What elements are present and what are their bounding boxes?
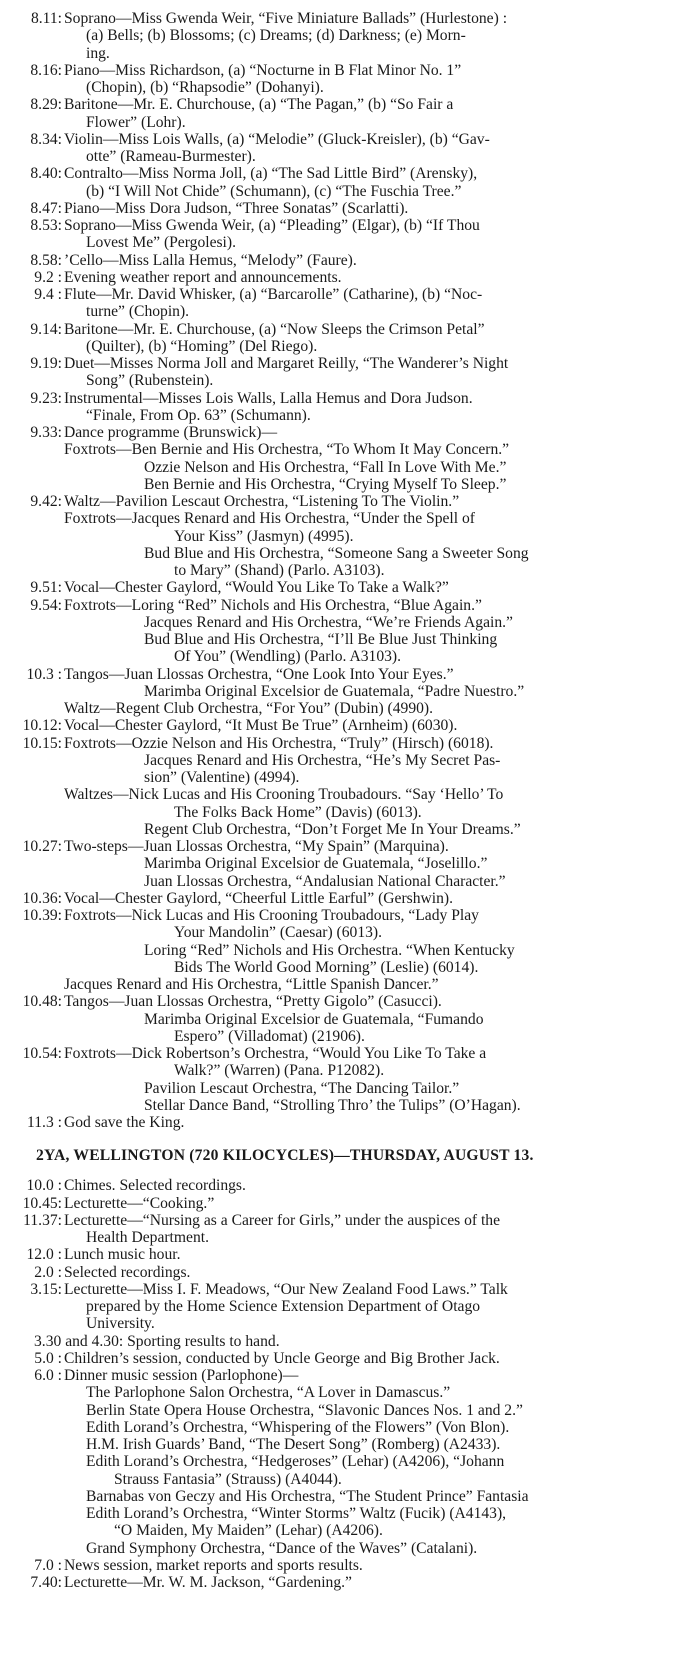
programme-line (0, 1195, 700, 1212)
programme-text: Soprano—Miss Gwenda Weir, “Five Miniature Ballads” (Hurlestone) : (64, 10, 508, 27)
programme-text: Barnabas von Geczy and His Orchestra, “The Student Prince” Fantasia (86, 1487, 529, 1505)
programme-text: Lecturette—“Cooking.” (64, 1194, 215, 1212)
programme-time: 11.37: (23, 1211, 62, 1229)
programme-text: Flower” (Lohr). (86, 113, 186, 131)
programme-line (0, 407, 700, 424)
programme-line (0, 1384, 700, 1401)
programme-text: Foxtrots—Ozzie Nelson and His Orchestra, “Truly” (Hirsch) (6018). (64, 734, 494, 752)
programme-line (0, 1488, 700, 1505)
programme-text: turne” (Chopin). (86, 303, 190, 321)
programme-time: 8.16: (30, 61, 62, 79)
programme-line (0, 1298, 700, 1315)
programme-text: The Folks Back Home” (Davis) (6013). (174, 803, 422, 821)
programme-text: Edith Lorand’s Orchestra, “Hedgeroses” (Lehar) (A4206), “Johann (86, 1453, 505, 1471)
programme-text: Waltz—Pavilion Lescaut Orchestra, “Listening To The Violin.” (64, 493, 460, 510)
programme-time: 8.11: (30, 10, 62, 27)
programme-line (0, 476, 700, 493)
programme-text: Berlin State Opera House Orchestra, “Slavonic Dances Nos. 1 and 2.” (86, 1401, 523, 1419)
programme-text: Of You” (Wendling) (Parlo. A3103). (174, 648, 401, 666)
programme-text: Jacques Renard and His Orchestra, “He’s My Secret Pas- (144, 751, 501, 769)
programme-text: Tangos—Juan Llossas Orchestra, “One Look Into Your Eyes.” (64, 665, 454, 683)
programme-line (0, 165, 700, 182)
programme-text: Selected recordings. (64, 1263, 191, 1281)
programme-time: 9.51: (30, 579, 62, 597)
programme-text: Contralto—Miss Norma Joll, (a) “The Sad Little Bird” (Arensky), (64, 165, 478, 183)
programme-line (0, 855, 700, 872)
programme-text: (a) Bells; (b) Blossoms; (c) Dreams; (d) Darkness; (e) Morn- (86, 27, 466, 45)
programme-line (0, 200, 700, 217)
programme-line (0, 1557, 700, 1574)
programme-text: Vocal—Chester Gaylord, “It Must Be True” (Arnheim) (6030). (64, 717, 458, 735)
programme-text: Tangos—Juan Llossas Orchestra, “Pretty Gigolo” (Casucci). (64, 993, 442, 1011)
programme-text: Health Department. (86, 1229, 209, 1246)
programme-line (0, 1177, 700, 1194)
programme-text: to Mary” (Shand) (Parlo. A3103). (174, 562, 385, 579)
programme-text: Ben Bernie and His Orchestra, “Crying Myself To Sleep.” (144, 475, 507, 493)
programme-line (0, 114, 700, 131)
programme-line (0, 217, 700, 234)
programme-line (0, 804, 700, 821)
programme-line (0, 1246, 700, 1263)
programme-text: “Finale, From Op. 63” (Schumann). (86, 406, 311, 424)
programme-line (0, 1574, 700, 1591)
programme-text: Lovest Me” (Pergolesi). (86, 234, 236, 252)
programme-line (0, 45, 700, 62)
programme-line (0, 1229, 700, 1246)
programme-text: Vocal—Chester Gaylord, “Cheerful Little Earful” (Gershwin). (64, 889, 453, 907)
programme-text: The Parlophone Salon Orchestra, “A Lover in Damascus.” (86, 1384, 451, 1402)
programme-text: Your Kiss” (Jasmyn) (4995). (174, 527, 354, 545)
programme-line (0, 441, 700, 458)
programme-time: 6.0 : (34, 1367, 62, 1384)
programme-line (0, 1367, 700, 1384)
programme-line (0, 183, 700, 200)
programme-text: Bud Blue and His Orchestra, “Someone Sang a Sweeter Song (144, 544, 529, 562)
programme-line (0, 269, 700, 286)
programme-line (0, 355, 700, 372)
programme-text: (Chopin), (b) “Rhapsodie” (Dohanyi). (86, 79, 324, 96)
programme-text: sion” (Valentine) (4994). (144, 769, 300, 786)
programme-text: Piano—Miss Dora Judson, “Three Sonatas” (Scarlatti). (64, 199, 409, 217)
programme-text: Bids The World Good Morning” (Leslie) (6014). (174, 958, 479, 976)
programme-time: 7.0 : (34, 1556, 62, 1574)
programme-time: 9.42: (30, 493, 62, 510)
programme-text: Chimes. Selected recordings. (64, 1177, 246, 1195)
programme-line (0, 1281, 700, 1298)
programme-text: ’Cello—Miss Lalla Hemus, “Melody” (Faure). (64, 251, 357, 269)
programme-time: 9.23: (30, 389, 62, 407)
programme-text: Instrumental—Misses Lois Walls, Lalla Hemus and Dora Judson. (64, 389, 473, 407)
programme-line (0, 579, 700, 596)
programme-text: Espero” (Villadomat) (21906). (174, 1027, 365, 1045)
programme-line (0, 528, 700, 545)
programme-line (0, 1028, 700, 1045)
programme-text: Marimba Original Excelsior de Guatemala, “Padre Nuestro.” (144, 682, 525, 700)
programme-text: Foxtrots—Nick Lucas and His Crooning Troubadours, “Lady Play (64, 907, 479, 924)
programme-time: 7.40: (30, 1574, 62, 1591)
programme-text: Strauss Fantasia” (Strauss) (A4044). (114, 1470, 342, 1488)
programme-line (0, 1114, 700, 1131)
programme-line (0, 1045, 700, 1062)
programme-time: 10.3 : (26, 665, 62, 683)
programme-line (0, 286, 700, 303)
programme-time: 10.36: (22, 889, 62, 907)
programme-text: Jacques Renard and His Orchestra, “We’re Friends Again.” (144, 613, 513, 631)
programme-line (0, 1419, 700, 1436)
programme-line (0, 959, 700, 976)
programme-text: 3.30 and 4.30: Sporting results to hand. (34, 1332, 280, 1350)
programme-line (0, 769, 700, 786)
programme-text: Lecturette—“Nursing as a Career for Girls,” under the auspices of the (64, 1211, 501, 1229)
programme-line (0, 873, 700, 890)
programme-line (0, 510, 700, 527)
programme-line (0, 1062, 700, 1079)
programme-text: Loring “Red” Nichols and His Orchestra. “When Kentucky (144, 941, 515, 959)
programme-time: 10.12: (22, 717, 62, 735)
programme-line (0, 614, 700, 631)
programme-text: Baritone—Mr. E. Churchouse, (a) “Now Sleeps the Crimson Petal” (64, 320, 485, 338)
programme-line (0, 131, 700, 148)
programme-line (0, 1333, 700, 1350)
programme-time: 8.47: (30, 199, 62, 217)
programme-line (0, 148, 700, 165)
programme-text: Marimba Original Excelsior de Guatemala, “Fumando (144, 1010, 484, 1028)
programme-line (0, 1453, 700, 1470)
programme-text: Flute—Mr. David Whisker, (a) “Barcarolle” (Catharine), (b) “Noc- (64, 286, 483, 303)
programme-section-2 (0, 1177, 700, 1591)
programme-text: News session, market reports and sports results. (64, 1556, 363, 1574)
programme-time: 10.39: (22, 907, 62, 924)
programme-line (0, 459, 700, 476)
programme-text: Edith Lorand’s Orchestra, “Whispering of the Flowers” (Von Blon). (86, 1418, 510, 1436)
programme-line (0, 321, 700, 338)
programme-line (0, 1315, 700, 1332)
programme-text: Grand Symphony Orchestra, “Dance of the Waves” (Catalani). (86, 1539, 478, 1557)
programme-text: Pavilion Lescaut Orchestra, “The Dancing Tailor.” (144, 1079, 460, 1097)
programme-time: 10.54: (22, 1045, 62, 1062)
programme-text: “O Maiden, My Maiden” (Lehar) (A4206). (114, 1522, 383, 1540)
programme-line (0, 1080, 700, 1097)
programme-time: 8.34: (30, 130, 62, 148)
programme-line (0, 907, 700, 924)
programme-time: 8.29: (30, 96, 62, 114)
programme-line (0, 10, 700, 27)
programme-text: Juan Llossas Orchestra, “Andalusian National Character.” (144, 872, 506, 890)
programme-text: Lunch music hour. (64, 1246, 181, 1264)
programme-line (0, 1011, 700, 1028)
programme-text: Waltzes—Nick Lucas and His Crooning Troubadours. “Say ‘Hello’ To (64, 786, 504, 804)
programme-text: Two-steps—Juan Llossas Orchestra, “My Spain” (Marquina). (64, 838, 449, 855)
programme-text: God save the King. (64, 1114, 185, 1131)
programme-line (0, 234, 700, 251)
programme-time: 8.40: (30, 165, 62, 183)
programme-text: University. (86, 1315, 155, 1333)
programme-line (0, 424, 700, 441)
programme-line (0, 303, 700, 320)
programme-line (0, 1264, 700, 1281)
programme-time: 9.4 : (34, 286, 62, 303)
programme-line (0, 96, 700, 113)
programme-text: (Quilter), (b) “Homing” (Del Riego). (86, 337, 318, 355)
programme-line (0, 924, 700, 941)
programme-line (0, 1212, 700, 1229)
programme-line (0, 390, 700, 407)
programme-text: Walk?” (Warren) (Pana. P12082). (174, 1062, 385, 1080)
programme-line (0, 252, 700, 269)
programme-text: otte” (Rameau-Burmester). (86, 148, 256, 165)
programme-text: Foxtrots—Loring “Red” Nichols and His Orchestra, “Blue Again.” (64, 596, 482, 614)
programme-text: Song” (Rubenstein). (86, 372, 214, 390)
programme-line (0, 683, 700, 700)
programme-time: 9.14: (30, 320, 62, 338)
programme-text: Ozzie Nelson and His Orchestra, “Fall In Love With Me.” (144, 458, 507, 476)
programme-text: Dance programme (Brunswick)— (64, 424, 278, 441)
programme-line (0, 1505, 700, 1522)
programme-line (0, 562, 700, 579)
programme-line (0, 666, 700, 683)
programme-text: ing. (86, 44, 110, 62)
programme-line (0, 597, 700, 614)
programme-text: Stellar Dance Band, “Strolling Thro’ the Tulips” (O’Hagan). (144, 1096, 521, 1114)
station-heading: 2YA, WELLINGTON (720 KILOCYCLES)—THURSDAY, AUGUST 13. (36, 1147, 534, 1165)
programme-text: Edith Lorand’s Orchestra, “Winter Storms” Waltz (Fucik) (A4143), (86, 1505, 507, 1522)
programme-line (0, 648, 700, 665)
programme-line (0, 631, 700, 648)
programme-line (0, 821, 700, 838)
programme-line (0, 1350, 700, 1367)
programme-line (0, 1471, 700, 1488)
programme-time: 10.15: (22, 734, 62, 752)
programme-line (0, 372, 700, 389)
programme-time: 3.15: (30, 1280, 62, 1298)
programme-text: Soprano—Miss Gwenda Weir, (a) “Pleading” (Elgar), (b) “If Thou (64, 217, 480, 234)
programme-line (0, 1540, 700, 1557)
programme-text: Evening weather report and announcements. (64, 268, 342, 286)
programme-time: 8.53: (30, 217, 62, 234)
programme-line (0, 1522, 700, 1539)
programme-line (0, 1436, 700, 1453)
programme-text: prepared by the Home Science Extension Department of Otago (86, 1298, 481, 1315)
programme-text: Duet—Misses Norma Joll and Margaret Reilly, “The Wanderer’s Night (64, 355, 509, 372)
programme-line (0, 700, 700, 717)
programme-text: Baritone—Mr. E. Churchouse, (a) “The Pagan,” (b) “So Fair a (64, 96, 454, 114)
programme-line (0, 976, 700, 993)
programme-line (0, 1402, 700, 1419)
programme-text: Marimba Original Excelsior de Guatemala, “Joselillo.” (144, 855, 488, 873)
programme-line (0, 890, 700, 907)
programme-time: 10.48: (22, 993, 62, 1011)
programme-text: Piano—Miss Richardson, (a) “Nocturne in B Flat Minor No. 1” (64, 61, 462, 79)
programme-line (0, 838, 700, 855)
programme-line (0, 338, 700, 355)
programme-text: Vocal—Chester Gaylord, “Would You Like To Take a Walk?” (64, 579, 449, 597)
programme-time: 10.0 : (26, 1177, 62, 1195)
programme-line (0, 545, 700, 562)
programme-text: Foxtrots—Ben Bernie and His Orchestra, “To Whom It May Concern.” (64, 441, 510, 459)
programme-line (0, 79, 700, 96)
programme-time: 11.3 : (27, 1114, 62, 1131)
programme-text: Foxtrots—Jacques Renard and His Orchestra, “Under the Spell of (64, 510, 475, 528)
programme-text: Violin—Miss Lois Walls, (a) “Melodie” (Gluck-Kreisler), (b) “Gav- (64, 130, 490, 148)
programme-time: 9.54: (30, 596, 62, 614)
programme-line (0, 942, 700, 959)
programme-line (0, 735, 700, 752)
programme-text: Children’s session, conducted by Uncle George and Big Brother Jack. (64, 1349, 500, 1367)
programme-text: Waltz—Regent Club Orchestra, “For You” (Dubin) (4990). (64, 700, 434, 717)
programme-time: 9.2 : (34, 268, 62, 286)
programme-time: 8.58: (30, 251, 62, 269)
programme-line (0, 993, 700, 1010)
programme-line (0, 786, 700, 803)
programme-line (0, 717, 700, 734)
programme-line (0, 752, 700, 769)
programme-time: 10.27: (22, 838, 62, 855)
programme-text: Your Mandolin” (Caesar) (6013). (174, 924, 383, 942)
programme-text: Foxtrots—Dick Robertson’s Orchestra, “Would You Like To Take a (64, 1045, 487, 1062)
programme-text: Regent Club Orchestra, “Don’t Forget Me In Your Dreams.” (144, 820, 521, 838)
programme-time: 12.0 : (26, 1246, 62, 1264)
programme-text: H.M. Irish Guards’ Band, “The Desert Song” (Romberg) (A2433). (86, 1436, 501, 1453)
programme-line (0, 493, 700, 510)
programme-time: 10.45: (22, 1194, 62, 1212)
programme-line (0, 27, 700, 44)
programme-section-1 (0, 10, 700, 1131)
programme-time: 2.0 : (34, 1263, 62, 1281)
programme-text: Lecturette—Mr. W. M. Jackson, “Gardening.” (64, 1574, 352, 1591)
programme-text: (b) “I Will Not Chide” (Schumann), (c) “The Fuschia Tree.” (86, 182, 462, 200)
programme-time: 9.33: (30, 424, 62, 441)
programme-text: Bud Blue and His Orchestra, “I’ll Be Blue Just Thinking (144, 631, 498, 648)
programme-time: 5.0 : (34, 1349, 62, 1367)
programme-line (0, 62, 700, 79)
programme-text: Lecturette—Miss I. F. Meadows, “Our New Zealand Food Laws.” Talk (64, 1280, 508, 1298)
programme-time: 9.19: (30, 355, 62, 372)
programme-line (0, 1097, 700, 1114)
programme-text: Dinner music session (Parlophone)— (64, 1367, 299, 1384)
programme-text: Jacques Renard and His Orchestra, “Little Spanish Dancer.” (64, 976, 439, 993)
